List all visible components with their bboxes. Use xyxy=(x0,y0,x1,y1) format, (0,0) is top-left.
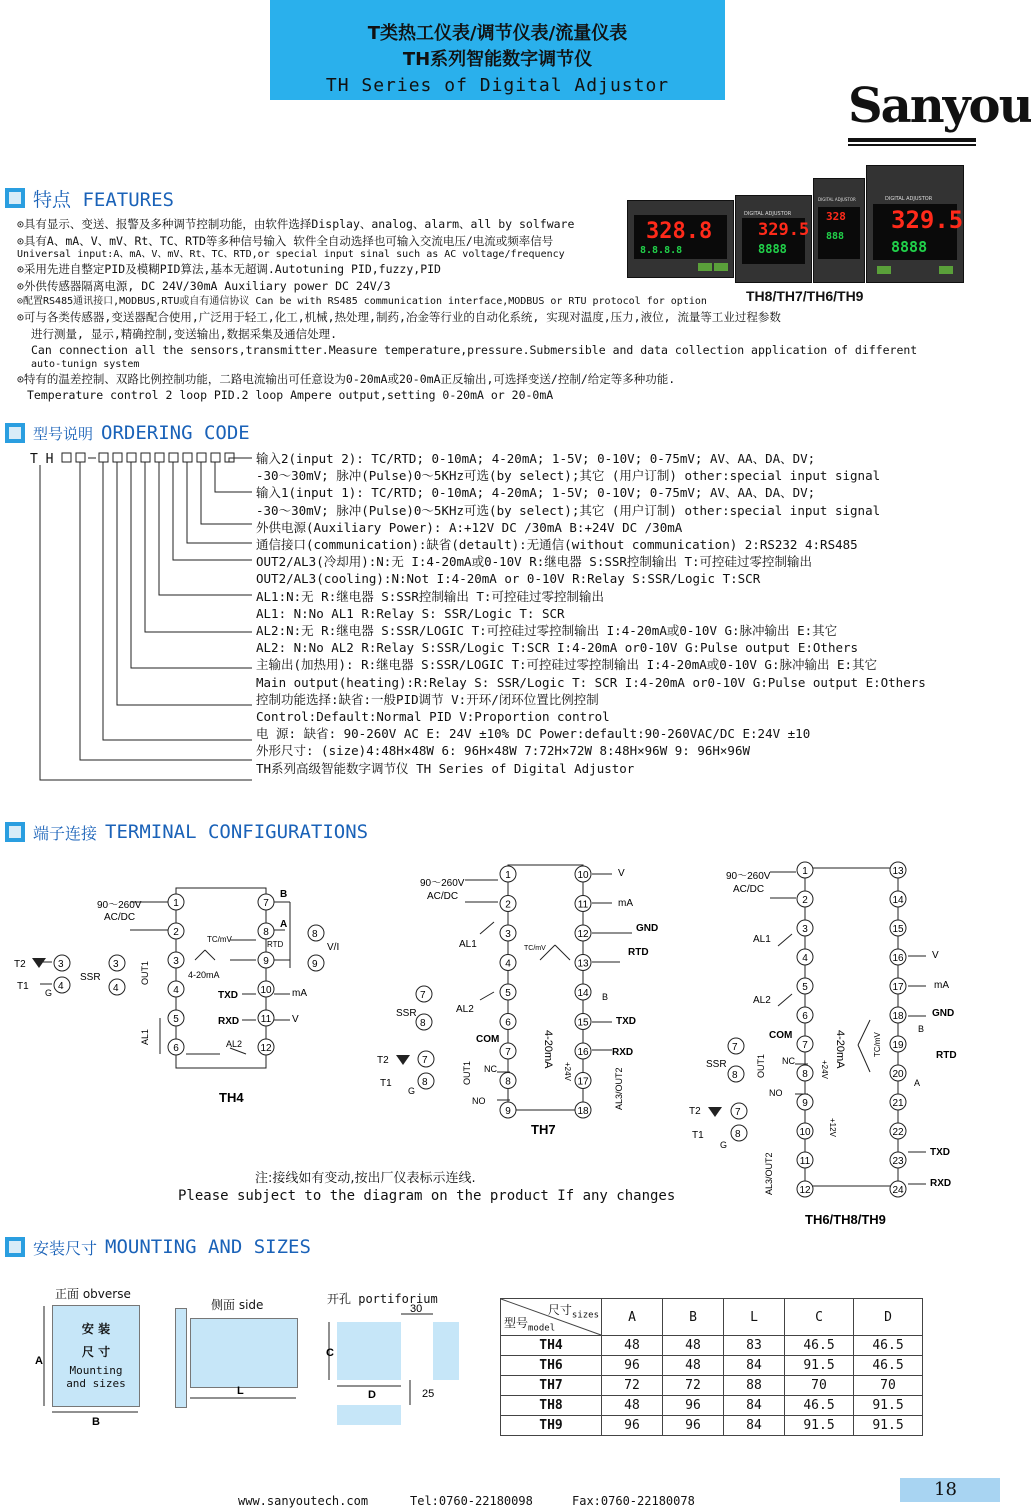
th4-label-txd: TXD xyxy=(218,990,238,1001)
model-cell: TH4 xyxy=(501,1336,602,1356)
svg-text:4: 4 xyxy=(113,983,119,994)
feature-item: 进行测量, 显示,精确控制,变送输出,数据采集及通信处理. xyxy=(31,326,338,341)
th7-label-tcmv: TC/mV xyxy=(524,945,546,952)
terminal-number: 11 xyxy=(260,1014,272,1025)
size-cell: 48 xyxy=(663,1336,724,1356)
th7-label-ma: mA xyxy=(618,898,633,909)
svg-text:7: 7 xyxy=(422,1055,428,1066)
terminal-number: 6 xyxy=(173,1043,179,1054)
terminal-number: 3 xyxy=(173,956,179,967)
th4-label-t2: T2 xyxy=(14,959,26,970)
size-cell: 84 xyxy=(724,1356,785,1376)
th689-label-rxd: RXD xyxy=(930,1178,952,1189)
terminal-number: 5 xyxy=(173,1014,179,1025)
th4-label-420ma: 4-20mA xyxy=(188,970,220,980)
terminal-number: 17 xyxy=(577,1076,589,1088)
terminal-number: 10 xyxy=(577,870,589,881)
size-cell: 84 xyxy=(724,1396,785,1416)
terminal-number: 4 xyxy=(173,985,179,996)
table-row xyxy=(501,1336,923,1356)
th689-label-t1: T1 xyxy=(692,1130,704,1141)
terminal-number: 19 xyxy=(892,1040,904,1051)
section-square-icon xyxy=(5,822,25,842)
size-cell: 46.5 xyxy=(854,1336,923,1356)
terminal-number: 11 xyxy=(577,899,589,911)
terminal-number: 22 xyxy=(892,1127,904,1138)
terminal-number: 9 xyxy=(505,1106,511,1117)
terminal-number: 8 xyxy=(802,1069,808,1080)
th4-name: TH4 xyxy=(219,1090,244,1105)
header-subtitle-cn: TH系列智能数字调节仪 xyxy=(402,49,593,70)
ordering-line: Control:Default:Normal PID V:Proportion control xyxy=(256,709,610,725)
th689-label-gnd: GND xyxy=(932,1008,955,1019)
terminal-number: 4 xyxy=(802,953,808,964)
ordering-line: 通信接口(communication):缺省(detault):无通信(without communication) 2:RS232 4:RS485 xyxy=(256,537,858,553)
sizes-header: A xyxy=(602,1299,663,1336)
th4-label-t1: T1 xyxy=(17,981,29,992)
ordering-line: OUT2/AL3(冷却用):N:无 I:4-20mA或0-10V R:继电器 S:SSR控制输出 T:可控硅过零控制输出 xyxy=(256,554,813,570)
ordering-line: AL1:N:无 R:继电器 S:SSR控制输出 T:可控硅过零控制输出 xyxy=(256,588,604,604)
terminal-number: 15 xyxy=(892,924,904,935)
terminal-number: 5 xyxy=(505,988,511,999)
page-number-box xyxy=(900,1478,1000,1502)
svg-text:7: 7 xyxy=(732,1042,738,1053)
th4-label-vi: V/I xyxy=(327,942,340,953)
device-th7: DIGITAL ADJUSTOR 329.5 8888 xyxy=(735,195,812,283)
size-cell: 46.5 xyxy=(785,1336,854,1356)
th7-label-al1: AL1 xyxy=(459,939,477,950)
svg-text:A: A xyxy=(35,1355,43,1367)
ordering-line: -30～30mV; 脉冲(Pulse)0～5KHz可选(by select);其它 (用户订制) other:special input signal xyxy=(256,468,881,484)
size-cell: 96 xyxy=(663,1396,724,1416)
svg-text:9: 9 xyxy=(312,959,318,970)
terminal-number: 21 xyxy=(892,1098,904,1109)
terminal-number: 2 xyxy=(505,899,511,911)
th7-label-rxd: RXD xyxy=(612,1047,634,1058)
terminal-number: 9 xyxy=(802,1098,808,1109)
ordering-line: 外供电源(Auxiliary Power): A:+12V DC /30mA B:+24V DC /30mA xyxy=(256,519,683,535)
size-cell: 70 xyxy=(854,1376,923,1396)
th7-label-t1: T1 xyxy=(380,1078,392,1089)
th689-label-g: G xyxy=(720,1140,728,1150)
terminal-number: 13 xyxy=(892,866,904,877)
svg-text:7: 7 xyxy=(420,990,426,1001)
wiring-diagrams xyxy=(0,850,1000,1230)
svg-text:L: L xyxy=(237,1385,244,1397)
feature-item: ⊙具有显示、变送、报警及多种调节控制功能，由软件选择Display、analog、alarm、all by solfware xyxy=(17,217,575,231)
th7-label-ssr: SSR xyxy=(396,1008,417,1019)
terminal-number: 7 xyxy=(263,898,269,909)
th7-label-al3: AL3/OUT2 xyxy=(614,1067,624,1110)
terminal-number: 9 xyxy=(263,956,269,967)
svg-text:8: 8 xyxy=(420,1018,426,1029)
th4-label-al2: AL2 xyxy=(226,1039,243,1049)
size-cell: 72 xyxy=(602,1376,663,1396)
terminal-number: 4 xyxy=(505,958,511,970)
side-label: 侧面 side xyxy=(211,1298,264,1312)
size-cell: 48 xyxy=(663,1356,724,1376)
th689-label-a: A xyxy=(914,1078,921,1088)
th4-label-ma: mA xyxy=(292,988,307,999)
size-cell: 96 xyxy=(602,1416,663,1436)
size-cell: 96 xyxy=(663,1416,724,1436)
th689-label-al1: AL1 xyxy=(753,934,771,945)
th689-name: TH6/TH8/TH9 xyxy=(805,1212,886,1227)
terminal-note-en: Please subject to the diagram on the product If any changes xyxy=(178,1188,676,1204)
sizes-header: L xyxy=(724,1299,785,1336)
terminal-number: 18 xyxy=(892,1011,904,1022)
device-th9: DIGITAL ADJUSTOR 329.5 8888 xyxy=(866,165,964,283)
terminal-number: 10 xyxy=(799,1127,811,1138)
th4-label-a: A xyxy=(280,919,288,930)
footer-website: www.sanyoutech.com xyxy=(238,1494,369,1508)
ordering-line: OUT2/AL3(cooling):N:Not I:4-20mA or 0-10V R:Relay S:SSR/Logic T:SCR xyxy=(256,571,761,587)
th4-label-out1: OUT1 xyxy=(140,960,150,985)
th689-label-v: V xyxy=(932,950,939,961)
svg-text:7: 7 xyxy=(735,1107,741,1118)
terminal-number: 12 xyxy=(260,1043,272,1054)
terminal-number: 14 xyxy=(577,988,589,999)
model-cell: TH9 xyxy=(501,1416,602,1436)
th7-label-rtd: RTD xyxy=(628,947,649,958)
th689-label-ma: mA xyxy=(934,980,949,991)
th689-label-no: NO xyxy=(769,1088,783,1098)
size-cell: 88 xyxy=(724,1376,785,1396)
model-cell: TH6 xyxy=(501,1356,602,1376)
terminal-number: 7 xyxy=(802,1040,808,1051)
th689-label-tcmv: TC/mV xyxy=(873,1032,882,1057)
svg-text:30: 30 xyxy=(410,1303,423,1315)
ordering-line: 电 源: 缺省: 90-260V AC E: 24V ±10% DC Power:default:90-260VAC/DC E:24V ±10 xyxy=(256,726,811,742)
table-row xyxy=(501,1376,923,1396)
th689-label-ssr: SSR xyxy=(706,1059,727,1070)
terminal-number: 16 xyxy=(577,1047,589,1058)
th7-label-t2: T2 xyxy=(377,1055,389,1066)
ordering-line: AL2: N:No AL2 R:Relay S:SSR/Logic T:SCR I:4-20mA or0-10V G:Pulse output E:Others xyxy=(256,640,859,656)
terminal-number: 1 xyxy=(173,898,179,909)
th689-label-24v: +24V xyxy=(820,1060,829,1079)
ordering-heading: 型号说明 ORDERING CODE xyxy=(5,421,250,445)
th7-label-gnd: GND xyxy=(636,923,659,934)
terminal-number: 1 xyxy=(505,870,511,881)
terminal-number: 6 xyxy=(505,1017,511,1029)
th7-diagram xyxy=(377,865,658,1137)
feature-item: Universal input:A、mA、V、mV、Rt、TC、RTD,or special input sinal such as AC voltage/frequency xyxy=(17,249,565,260)
th4-acdc: AC/DC xyxy=(104,912,136,923)
th7-label-g: G xyxy=(408,1086,416,1096)
th4-label-rtd: RTD xyxy=(267,940,284,949)
cutout-label: 开孔 portiforium xyxy=(327,1292,438,1306)
terminal-number: 3 xyxy=(802,924,808,935)
th689-label-nc: NC xyxy=(782,1056,795,1066)
ordering-prefix: T H xyxy=(30,452,54,467)
th7-label-txd: TXD xyxy=(616,1016,636,1027)
terminal-number: 2 xyxy=(173,927,179,938)
ordering-line: 输入1(input 1): TC/RTD; 0-10mA; 4-20mA; 1-5V; 0-10V; 0-75mV; AV、AA、DA、DV; xyxy=(256,485,816,501)
th7-label-al2: AL2 xyxy=(456,1004,474,1015)
size-cell: 70 xyxy=(785,1376,854,1396)
ordering-line: 控制功能选择:缺省:一般PID调节 V:开环/闭环位置比例控制 xyxy=(256,691,599,707)
th4-power: 90～260V xyxy=(97,900,142,911)
terminal-number: 23 xyxy=(892,1156,904,1167)
size-cell: 48 xyxy=(602,1396,663,1416)
th7-label-com: COM xyxy=(476,1034,500,1045)
svg-text:25: 25 xyxy=(422,1388,435,1400)
size-cell: 46.5 xyxy=(785,1396,854,1416)
svg-text:8: 8 xyxy=(422,1077,428,1088)
th7-acdc: AC/DC xyxy=(427,891,459,902)
th7-label-24v: +24V xyxy=(563,1062,572,1081)
feature-item: ⊙特有的温差控制、双路比例控制功能，二路电流输出可任意设为0-20mA或20-0mA正反输出,可选择变送/控制/给定等多种功能. xyxy=(17,371,676,386)
svg-text:D: D xyxy=(368,1389,376,1401)
svg-text:C: C xyxy=(326,1347,334,1359)
mounting-dimensions xyxy=(0,1270,480,1430)
feature-item: ⊙外供传感器隔离电源, DC 24V/30mA Auxiliary power DC 24V/3 xyxy=(17,278,391,293)
terminal-number: 8 xyxy=(505,1076,511,1088)
sanyou-logo: Sanyou xyxy=(848,78,978,146)
th689-label-al2: AL2 xyxy=(753,995,771,1006)
footer-fax: Fax:0760-22180078 xyxy=(572,1494,695,1508)
ordering-line: TH系列高级智能数字调节仪 TH Series of Digital Adjustor xyxy=(256,760,635,776)
terminal-note-cn: 注:接线如有变动,按出厂仪表标示连线. xyxy=(255,1171,476,1186)
ordering-line: 外形尺寸: (size)4:48H×48W 6: 96H×48W 7:72H×72W 8:48H×96W 9: 96H×96W xyxy=(256,743,751,759)
section-square-icon xyxy=(5,1237,25,1257)
terminal-number: 12 xyxy=(577,929,589,940)
feature-item: ⊙采用先进自整定PID及模糊PID算法,基本无超调.Autotuning PID,fuzzy,PID xyxy=(17,262,441,276)
th7-label-v: V xyxy=(618,868,625,879)
svg-text:4: 4 xyxy=(58,981,64,992)
th7-label-out1: OUT1 xyxy=(462,1060,472,1085)
svg-text:B: B xyxy=(92,1416,100,1428)
terminal-number: 17 xyxy=(892,982,904,993)
th689-acdc: AC/DC xyxy=(733,884,765,895)
feature-item: Temperature control 2 loop PID.2 loop Ampere output,setting 0-20mA or 20-0mA xyxy=(27,388,554,402)
feature-item: ⊙具有A、mA、V、mV、Rt、TC、RTD等多种信号输入 软件全自动选择也可输入交流电压/电流或频率信号 xyxy=(17,233,554,248)
sizes-corner-cell: 尺寸$_{sizes}$ 型号$_{model}$ xyxy=(501,1299,602,1336)
terminal-number: 10 xyxy=(260,985,272,996)
th689-power: 90～260V xyxy=(726,871,771,882)
device-caption: TH8/TH7/TH6/TH9 xyxy=(746,288,864,304)
ordering-line: AL2:N:无 R:继电器 S:SSR/LOGIC T:可控硅过零控制输出 I:4-20mA或0-10V G:脉冲输出 E:其它 xyxy=(256,623,838,639)
th689-label-rtd: RTD xyxy=(936,1050,957,1061)
mounting-heading: 安装尺寸 MOUNTING AND SIZES xyxy=(5,1235,311,1259)
terminal-number: 24 xyxy=(892,1185,904,1196)
footer-tel: Tel:0760-22180098 xyxy=(410,1494,533,1508)
header-title-cn: T类热工仪表/调节仪表/流量仪表 xyxy=(367,23,628,44)
table-row xyxy=(501,1356,923,1376)
table-row xyxy=(501,1396,923,1416)
size-cell: 91.5 xyxy=(785,1356,854,1376)
svg-text:8: 8 xyxy=(735,1129,741,1140)
th4-label-al1: AL1 xyxy=(140,1028,150,1045)
size-cell: 91.5 xyxy=(854,1396,923,1416)
terminal-number: 5 xyxy=(802,982,808,993)
device-th6: DIGITAL ADJUSTOR 328 888 xyxy=(813,178,865,283)
device-th8: 328.8 8.8.8.8 xyxy=(627,200,734,278)
th4-label-g: G xyxy=(45,988,53,998)
th7-label-b: B xyxy=(602,992,609,1002)
th689-label-t2: T2 xyxy=(689,1106,701,1117)
th689-label-com: COM xyxy=(769,1030,793,1041)
feature-item: ⊙可与各类传感器,变送器配合使用,广泛用于轻工,化工,机械,热处理,制药,冶金等行业的自动化系统, 实现对温度,压力,液位, 流量等工业过程参数 xyxy=(17,310,781,324)
th689-diagram xyxy=(689,862,957,1227)
ordering-code-tree xyxy=(0,0,260,790)
svg-text:8: 8 xyxy=(312,929,318,940)
svg-text:8: 8 xyxy=(732,1070,738,1081)
sizes-header: D xyxy=(854,1299,923,1336)
model-cell: TH8 xyxy=(501,1396,602,1416)
ordering-line: Main output(heating):R:Relay S: SSR/Logic T: SCR I:4-20mA or0-10V G:Pulse output E:Others xyxy=(256,674,926,690)
th4-label-b: B xyxy=(280,889,288,900)
sizes-table xyxy=(500,1298,923,1436)
size-cell: 46.5 xyxy=(854,1356,923,1376)
feature-item: auto-tunign system xyxy=(31,358,140,370)
terminal-number: 20 xyxy=(892,1069,904,1080)
terminal-number: 18 xyxy=(577,1106,589,1117)
table-row xyxy=(501,1416,923,1436)
svg-text:3: 3 xyxy=(113,959,119,970)
size-cell: 83 xyxy=(724,1336,785,1356)
th4-label-ssr: SSR xyxy=(80,972,101,983)
terminal-number: 16 xyxy=(892,953,904,964)
ordering-line: -30～30mV; 脉冲(Pulse)0～5KHz可选(by select);其它 (用户订制) other:special input signal xyxy=(256,502,881,518)
size-cell: 91.5 xyxy=(785,1416,854,1436)
th4-diagram xyxy=(14,888,339,1105)
ordering-line: 输入2(input 2): TC/RTD; 0-10mA; 4-20mA; 1-5V; 0-10V; 0-75mV; AV、AA、DA、DV; xyxy=(256,451,816,466)
ordering-line: 主输出(加热用): R:继电器 S:SSR/LOGIC T:可控硅过零控制输出 I:4-20mA或0-10V G:脉冲输出 E:其它 xyxy=(256,657,878,673)
terminal-number: 15 xyxy=(577,1017,589,1029)
th7-label-no: NO xyxy=(472,1096,486,1106)
size-cell: 91.5 xyxy=(854,1416,923,1436)
th4-label-rxd: RXD xyxy=(218,1016,240,1027)
terminal-heading: 端子连接 TERMINAL CONFIGURATIONS xyxy=(5,820,368,844)
size-cell: 84 xyxy=(724,1416,785,1436)
terminal-number: 11 xyxy=(799,1156,811,1167)
sizes-header: B xyxy=(663,1299,724,1336)
ordering-line: AL1: N:No AL1 R:Relay S: SSR/Logic T: SCR xyxy=(256,605,565,621)
th689-label-txd: TXD xyxy=(930,1147,950,1158)
model-cell: TH7 xyxy=(501,1376,602,1396)
obverse-view: 安 装 尺 寸 Mounting and sizes xyxy=(52,1305,140,1407)
terminal-number: 3 xyxy=(505,929,511,940)
th4-label-tcmv: TC/mV xyxy=(207,935,232,944)
th7-label-420ma: 4-20mA xyxy=(542,1030,554,1069)
terminal-number: 7 xyxy=(505,1047,511,1058)
svg-text:3: 3 xyxy=(58,959,64,970)
terminal-number: 6 xyxy=(802,1011,808,1022)
feature-item: Can connection all the sensors,transmitter.Measure temperature,pressure.Submersible and data collection application of different xyxy=(31,343,918,357)
th4-label-v: V xyxy=(292,1014,299,1025)
th689-label-12v: +12V xyxy=(828,1118,837,1137)
th689-label-out1: OUT1 xyxy=(756,1053,766,1078)
sizes-header: C xyxy=(785,1299,854,1336)
size-cell: 48 xyxy=(602,1336,663,1356)
terminal-number: 12 xyxy=(799,1185,811,1196)
terminal-number: 1 xyxy=(802,866,808,877)
th7-power: 90～260V xyxy=(420,878,465,889)
th689-label-b: B xyxy=(918,1024,925,1034)
obverse-label: 正面 obverse xyxy=(55,1287,131,1301)
th7-name: TH7 xyxy=(531,1122,556,1137)
header-subtitle-en: TH Series of Digital Adjustor xyxy=(325,75,670,96)
terminal-number: 13 xyxy=(577,958,589,970)
size-cell: 96 xyxy=(602,1356,663,1376)
ordering-lines xyxy=(256,450,926,777)
terminal-number: 2 xyxy=(802,895,808,906)
th7-label-nc: NC xyxy=(484,1064,497,1074)
features-heading: 特点 FEATURES xyxy=(5,186,174,210)
th689-label-al3: AL3/OUT2 xyxy=(764,1152,774,1195)
size-cell: 72 xyxy=(663,1376,724,1396)
header-banner xyxy=(270,0,725,100)
page-number: 18 xyxy=(934,1479,957,1500)
terminal-number: 8 xyxy=(263,927,269,938)
th689-label-420ma: 4-20mA xyxy=(834,1030,846,1069)
feature-item: ⊙配置RS485通讯接口,MODBUS,RTU或自有通信协议 Can be with RS485 communication interface,MODBUS or RTU protocol for option xyxy=(17,296,707,307)
terminal-number: 14 xyxy=(892,895,904,906)
